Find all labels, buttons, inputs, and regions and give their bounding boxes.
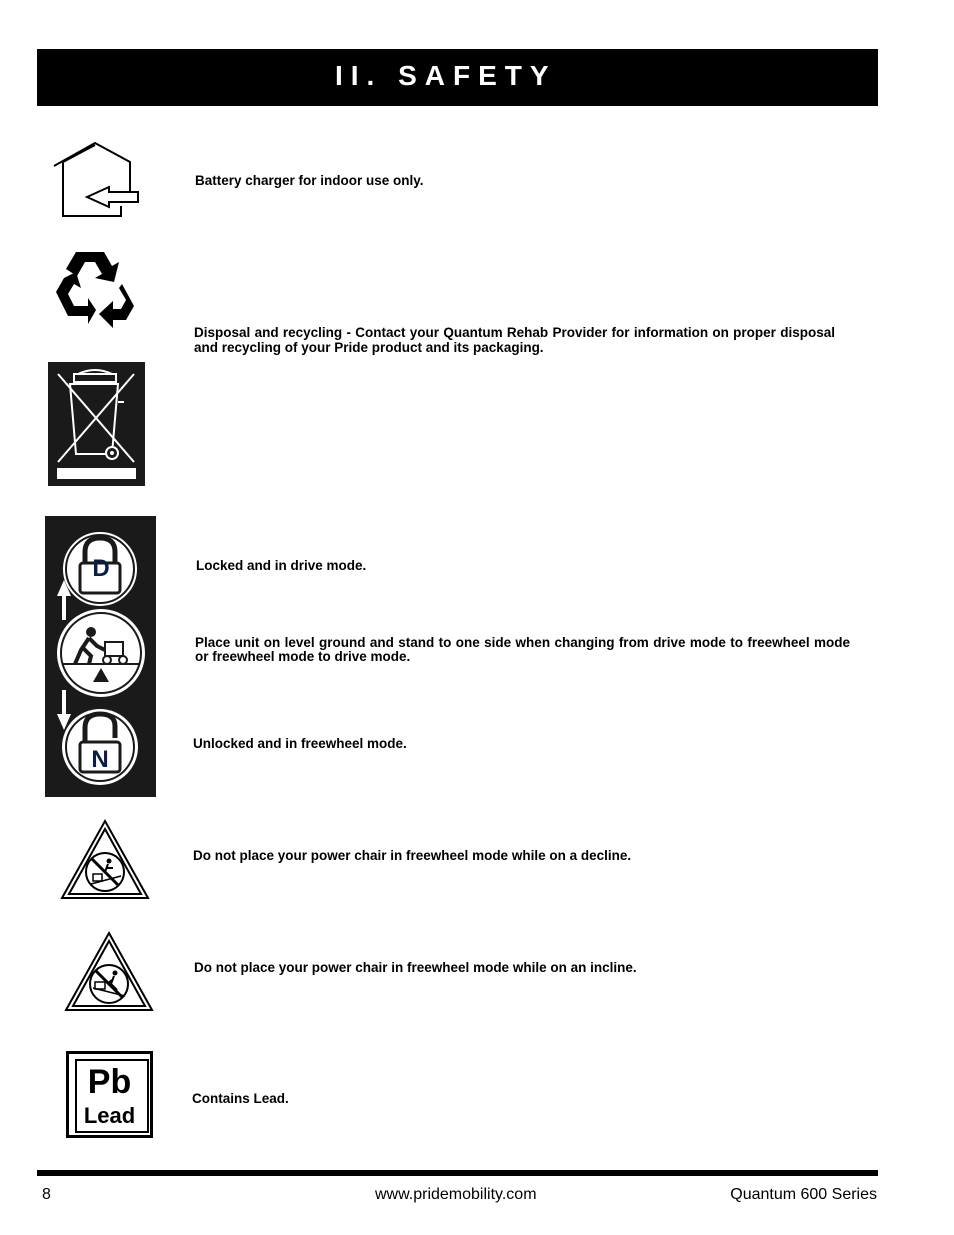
section-header <box>37 49 878 106</box>
no-decline-text: Do not place your power chair in freewheel mode while on a decline. <box>193 848 632 863</box>
level-ground-text: Place unit on level ground and stand to one side when changing from drive mode to freewheel mode or freewheel mode to drive mode. <box>195 635 850 664</box>
no-freewheel-decline-icon <box>59 818 151 902</box>
unlock-freewheel-glyph: N <box>91 746 109 773</box>
lead-label: Lead <box>83 1103 136 1128</box>
level-ground-icon <box>57 609 145 697</box>
section-title: II. SAFETY <box>335 60 557 91</box>
unlocked-freewheel-text: Unlocked and in freewheel mode. <box>193 736 407 751</box>
crossed-out-bin-icon <box>48 362 145 486</box>
footer-rule <box>37 1170 878 1176</box>
indoor-use-house-icon <box>50 140 140 220</box>
lock-drive-glyph: D <box>92 555 110 582</box>
no-freewheel-incline-icon <box>63 930 155 1014</box>
website-link[interactable]: www.pridemobility.com <box>375 1186 537 1203</box>
no-incline-text: Do not place your power chair in freewheel mode while on an incline. <box>194 960 637 975</box>
locked-drive-text: Locked and in drive mode. <box>196 558 367 573</box>
lead-symbol: Pb <box>87 1063 132 1101</box>
indoor-use-text: Battery charger for indoor use only. <box>195 173 424 188</box>
recycling-icon <box>52 248 136 330</box>
recycling-text: Disposal and recycling - Contact your Quantum Rehab Provider for information on proper disposal and recycling of your Pride product and its packaging. <box>194 325 835 355</box>
product-name: Quantum 600 Series <box>730 1186 877 1203</box>
contains-lead-text: Contains Lead. <box>192 1091 289 1106</box>
page-number: 8 <box>42 1186 51 1203</box>
lead-icon <box>66 1051 153 1138</box>
